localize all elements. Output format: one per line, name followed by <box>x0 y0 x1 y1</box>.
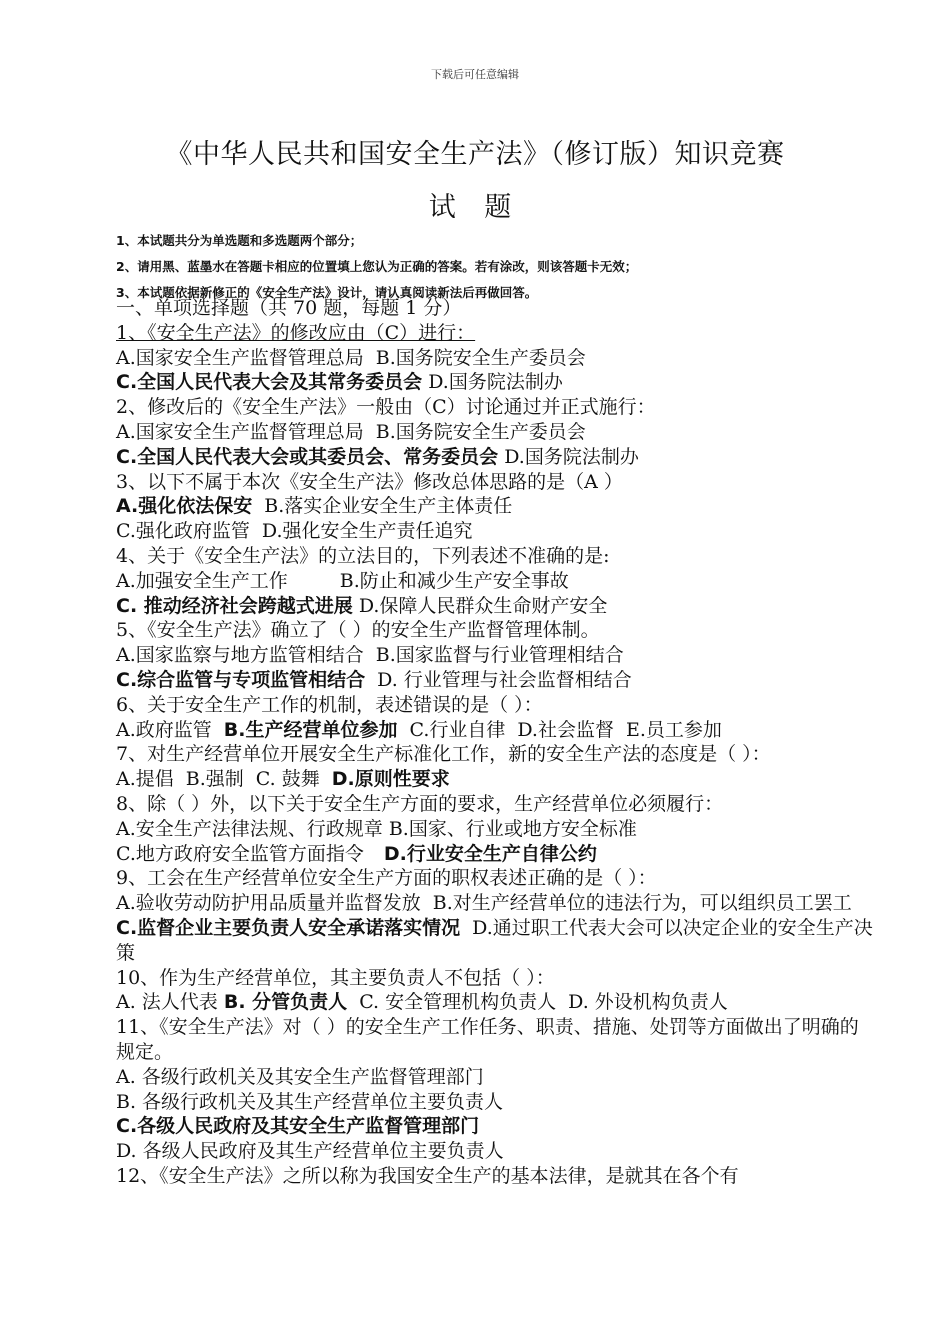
option: A. 法人代表 <box>116 991 218 1014</box>
question-stem: 9、工会在生产经营单位安全生产方面的职权表述正确的是（ ）： <box>116 867 657 890</box>
question-stem: 5、《安全生产法》确立了（ ）的安全生产监督管理体制。 <box>116 619 600 642</box>
question-body <box>116 296 876 1189</box>
answer-option: C.监督企业主要负责人安全承诺落实情况 <box>116 916 461 939</box>
option: B.国务院安全生产委员会 <box>375 420 586 443</box>
answer-option: C.全国人民代表大会及其常务委员会 <box>116 371 423 394</box>
option: C.地方政府安全监管方面指令 <box>116 842 364 865</box>
option: D.国务院法制办 <box>428 371 563 394</box>
option: B.国务院安全生产委员会 <box>375 346 586 369</box>
option: D.社会监督 <box>517 718 614 741</box>
options-row <box>116 842 876 867</box>
answer-option: B. 分管负责人 <box>223 991 348 1014</box>
options-row <box>116 519 876 544</box>
question-stem: 12、《安全生产法》之所以称为我国安全生产的基本法律，是就其在各个有 <box>116 1164 739 1187</box>
question-stem: 7、对生产经营单位开展安全生产标准化工作，新的安全生产法的态度是（ ）： <box>116 743 771 766</box>
question-stem: 11、《安全生产法》对（ ）的安全生产工作任务、职责、措施、处罚等方面做出了明确的规定。 <box>116 1016 859 1063</box>
options-row <box>116 718 876 743</box>
question-stem: 10、作为生产经营单位，其主要负责人不包括（ ）： <box>116 966 555 989</box>
option: B.落实企业安全生产主体责任 <box>264 495 513 518</box>
answer-option: D.原则性要求 <box>331 768 450 791</box>
options-row <box>116 420 876 445</box>
option: D.国务院法制办 <box>504 445 639 468</box>
answer-option: C. 推动经济社会跨越式进展 <box>116 594 353 617</box>
question-stem: 3、以下不属于本次《安全生产法》修改总体思路的是（A ） <box>116 470 623 493</box>
options-row <box>116 569 876 594</box>
option: C. 鼓舞 <box>255 768 320 791</box>
options-row <box>116 990 876 1015</box>
instruction-item: 1、本试题共分为单选题和多选题两个部分； <box>116 233 363 248</box>
options-row <box>116 891 876 965</box>
option: A.安全生产法律法规、行政规章 <box>116 817 383 840</box>
instructions <box>116 228 876 306</box>
question-stem: 4、关于《安全生产法》的立法目的，下列表述不准确的是: <box>116 544 610 567</box>
option: D. 外设机构负责人 <box>568 991 728 1014</box>
question-stem: 2、修改后的《安全生产法》一般由（C）讨论通过并正式施行： <box>116 396 656 419</box>
answer-option: C.综合监管与专项监管相结合 <box>116 668 366 691</box>
option: A.政府监管 <box>116 718 212 741</box>
option: C.行业自律 <box>409 718 506 741</box>
option: C.强化政府监管 <box>116 520 250 543</box>
option: D.强化安全生产责任追究 <box>261 520 473 543</box>
options-row <box>116 346 876 371</box>
option: A.加强安全生产工作 <box>116 569 288 592</box>
option: C. 安全管理机构负责人 <box>359 991 557 1014</box>
options-row <box>116 817 876 842</box>
option: A.国家监察与地方监管相结合 <box>116 644 364 667</box>
options-row <box>116 668 876 693</box>
option: B.国家、行业或地方安全标准 <box>388 817 637 840</box>
option: E.员工参加 <box>625 718 722 741</box>
option: A.验收劳动防护用品质量并监督发放 <box>116 892 421 915</box>
document-subtitle: 试 题 <box>428 192 522 223</box>
option: B.国家监督与行业管理相结合 <box>375 644 624 667</box>
option: B.强制 <box>185 768 244 791</box>
section-heading: 一、单项选择题（共 70 题，每题 1 分） <box>116 297 462 319</box>
option: A.国家安全生产监督管理总局 <box>116 420 364 443</box>
answer-option: B.生产经营单位参加 <box>223 718 398 741</box>
question-stem: 6、关于安全生产工作的机制，表述错误的是（ ）： <box>116 693 543 716</box>
option: D.通过职工代表大会可以决定企业的安全生产决策 <box>116 916 873 964</box>
options-row <box>116 494 876 519</box>
option: A. 各级行政机关及其安全生产监督管理部门 <box>116 1065 484 1088</box>
options-row <box>116 445 876 470</box>
option: B.防止和减少生产安全事故 <box>339 569 569 592</box>
option: D. 行业管理与社会监督相结合 <box>377 668 632 691</box>
options-row <box>116 643 876 668</box>
option: B.对生产经营单位的违法行为，可以组织员工罢工 <box>432 892 852 915</box>
option: A.提倡 <box>116 768 174 791</box>
instruction-item: 3、本试题依据新修正的《安全生产法》设计，请认真阅读新法后再做回答。 <box>116 285 538 300</box>
options-row <box>116 594 876 619</box>
options-row <box>116 767 876 792</box>
answer-option: D.行业安全生产自律公约 <box>383 842 597 865</box>
instruction-item: 2、请用黑、蓝墨水在答题卡相应的位置填上您认为正确的答案。若有涂改，则该答题卡无效； <box>116 259 638 274</box>
option: D. 各级人民政府及其生产经营单位主要负责人 <box>116 1140 504 1163</box>
answer-option: A.强化依法保安 <box>116 495 253 518</box>
document-title: 《中华人民共和国安全生产法》（修订版）知识竞赛 <box>165 139 785 170</box>
answer-option: C.全国人民代表大会或其委员会、常务委员会 <box>116 445 499 468</box>
option: B. 各级行政机关及其生产经营单位主要负责人 <box>116 1090 504 1113</box>
option: D.保障人民群众生命财产安全 <box>358 594 608 617</box>
options-row <box>116 370 876 395</box>
answer-option: C.各级人民政府及其安全生产监督管理部门 <box>116 1115 480 1138</box>
question-stem: 1、《安全生产法》的修改应由（C）进行： <box>116 321 476 344</box>
page-header: 下载后可任意编辑 <box>431 68 519 81</box>
option: A.国家安全生产监督管理总局 <box>116 346 364 369</box>
question-stem: 8、除（ ）外，以下关于安全生产方面的要求，生产经营单位必须履行： <box>116 792 724 815</box>
